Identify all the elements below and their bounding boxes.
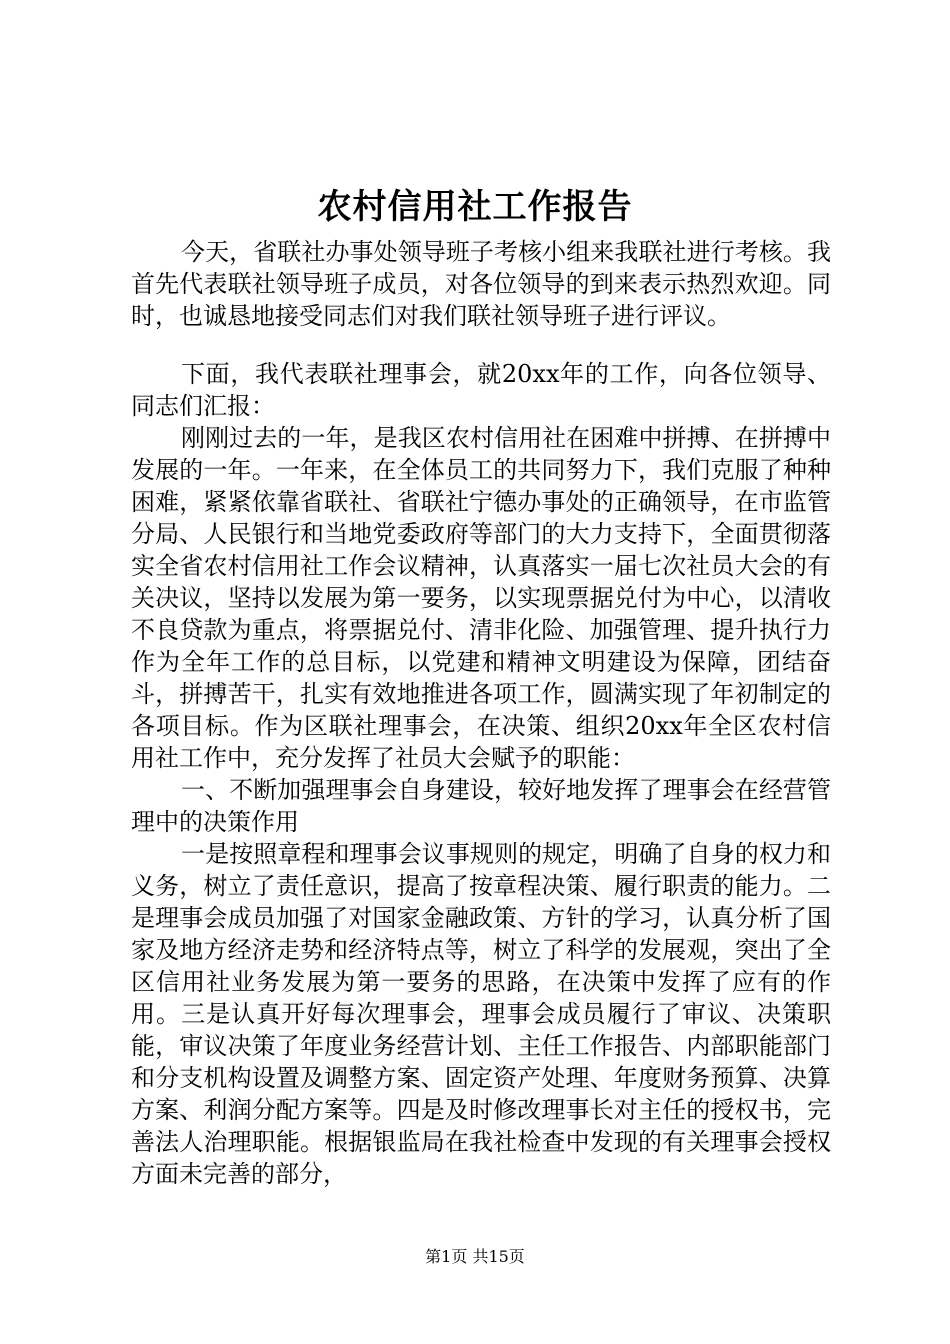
document-title: 农村信用社工作报告 — [317, 187, 633, 227]
paragraph-report-intro: 下面，我代表联社理事会，就20xx年的工作，向各位领导、同志们汇报： — [131, 360, 831, 420]
paragraph-section-details: 一是按照章程和理事会议事规则的规定，明确了自身的权力和义务，树立了责任意识，提高了按章程决策、履行职责的能力。二是理事会成员加强了对国家金融政策、方针的学习，认真分析了国家及地方经济走势和经济特点等，树立了科学的发展观，突出了全区信用社业务发展为第一要务的思路，在决策中发挥了应有的作用。三是认真开好每次理事会，理事会成员履行了审议、决策职能，审议决策了年度业务经营计划、主任工作报告、内部职能部门和分支机构设置及调整方案、固定资产处理、年度财务预算、决算方案、利润分配方案等。四是及时修改理事长对主任的授权书，完善法人治理职能。根据银监局在我社检查中发现的有关理事会授权方面未完善的部分， — [131, 840, 831, 1188]
document-body — [131, 236, 831, 1190]
page-number-footer: 第1页 共15页 — [425, 1247, 525, 1266]
paragraph-section-heading: 一、不断加强理事会自身建设，较好地发挥了理事会在经营管理中的决策作用 — [131, 776, 831, 836]
paragraph-year-summary: 刚刚过去的一年，是我区农村信用社在困难中拼搏、在拼搏中发展的一年。一年来，在全体员工的共同努力下，我们克服了种种困难，紧紧依靠省联社、省联社宁德办事处的正确领导，在市监管分局、人民银行和当地党委政府等部门的大力支持下，全面贯彻落实全省农村信用社工作会议精神，认真落实一届七次社员大会的有关决议，坚持以发展为第一要务，以实现票据兑付为中心，以清收不良贷款为重点，将票据兑付、清非化险、加强管理、提升执行力作为全年工作的总目标，以党建和精神文明建设为保障，团结奋斗，拼搏苦干，扎实有效地推进各项工作，圆满实现了年初制定的各项目标。作为区联社理事会，在决策、组织20xx年全区农村信用社工作中，充分发挥了社员大会赋予的职能： — [131, 424, 831, 772]
paragraph-intro: 今天，省联社办事处领导班子考核小组来我联社进行考核。我首先代表联社领导班子成员，对各位领导的到来表示热烈欢迎。同时，也诚恳地接受同志们对我们联社领导班子进行评议。 — [131, 238, 831, 330]
